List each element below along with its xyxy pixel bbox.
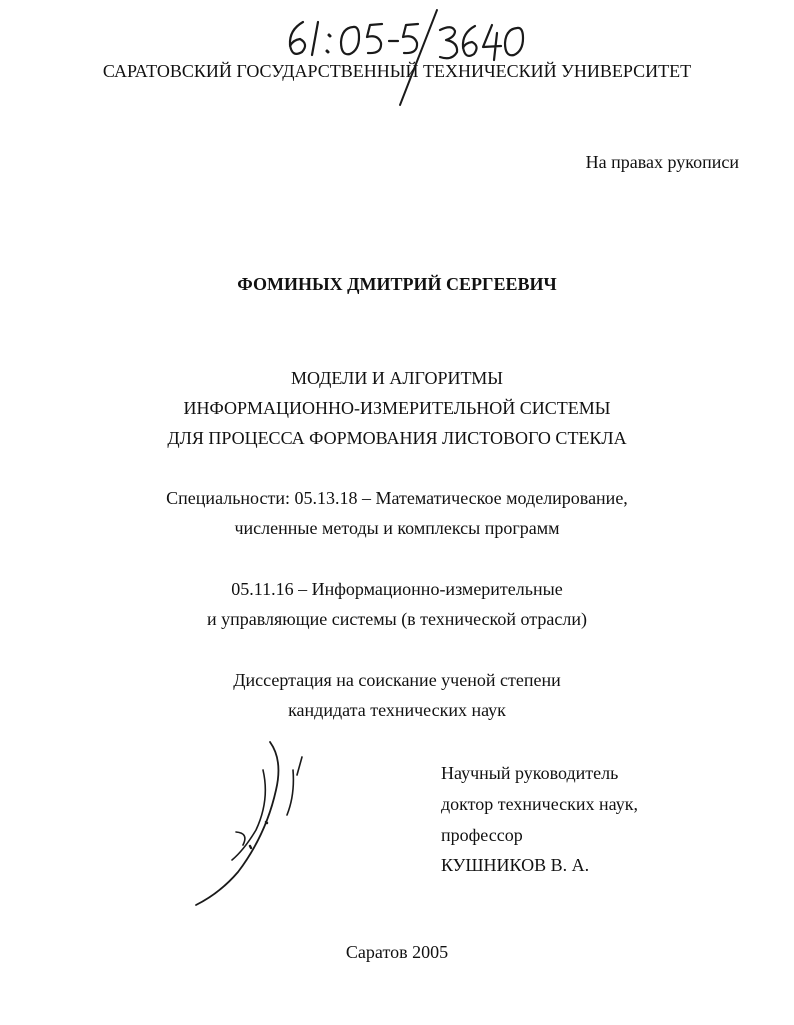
supervisor-line: профессор <box>441 825 523 845</box>
university-name: САРАТОВСКИЙ ГОСУДАРСТВЕННЫЙ ТЕХНИЧЕСКИЙ УНИВЕРСИТЕТ <box>102 61 692 81</box>
manuscript-note: На правах рукописи <box>585 152 739 172</box>
title-line: ИНФОРМАЦИОННО-ИЗМЕРИТЕЛЬНОЙ СИСТЕМЫ <box>183 398 611 418</box>
author-name: ФОМИНЫХ ДМИТРИЙ СЕРГЕЕВИЧ <box>237 274 557 294</box>
specialty-line: численные методы и комплексы программ <box>234 518 560 538</box>
specialty-line: и управляющие системы (в технической отрасли) <box>207 609 587 629</box>
supervisor-line: Научный руководитель <box>441 763 619 783</box>
specialty-line: 05.11.16 – Информационно-измерительные <box>231 579 563 599</box>
degree-line: кандидата технических наук <box>288 700 506 720</box>
title-line: ДЛЯ ПРОЦЕССА ФОРМОВАНИЯ ЛИСТОВОГО СТЕКЛА <box>167 428 627 448</box>
specialty-line: Специальности: 05.13.18 – Математическое моделирование, <box>166 488 628 508</box>
city-year: Саратов 2005 <box>345 942 449 962</box>
degree-line: Диссертация на соискание ученой степени <box>233 670 561 690</box>
supervisor-line: КУШНИКОВ В. А. <box>441 855 590 875</box>
supervisor-line: доктор технических наук, <box>441 794 638 814</box>
title-line: МОДЕЛИ И АЛГОРИТМЫ <box>291 368 503 388</box>
